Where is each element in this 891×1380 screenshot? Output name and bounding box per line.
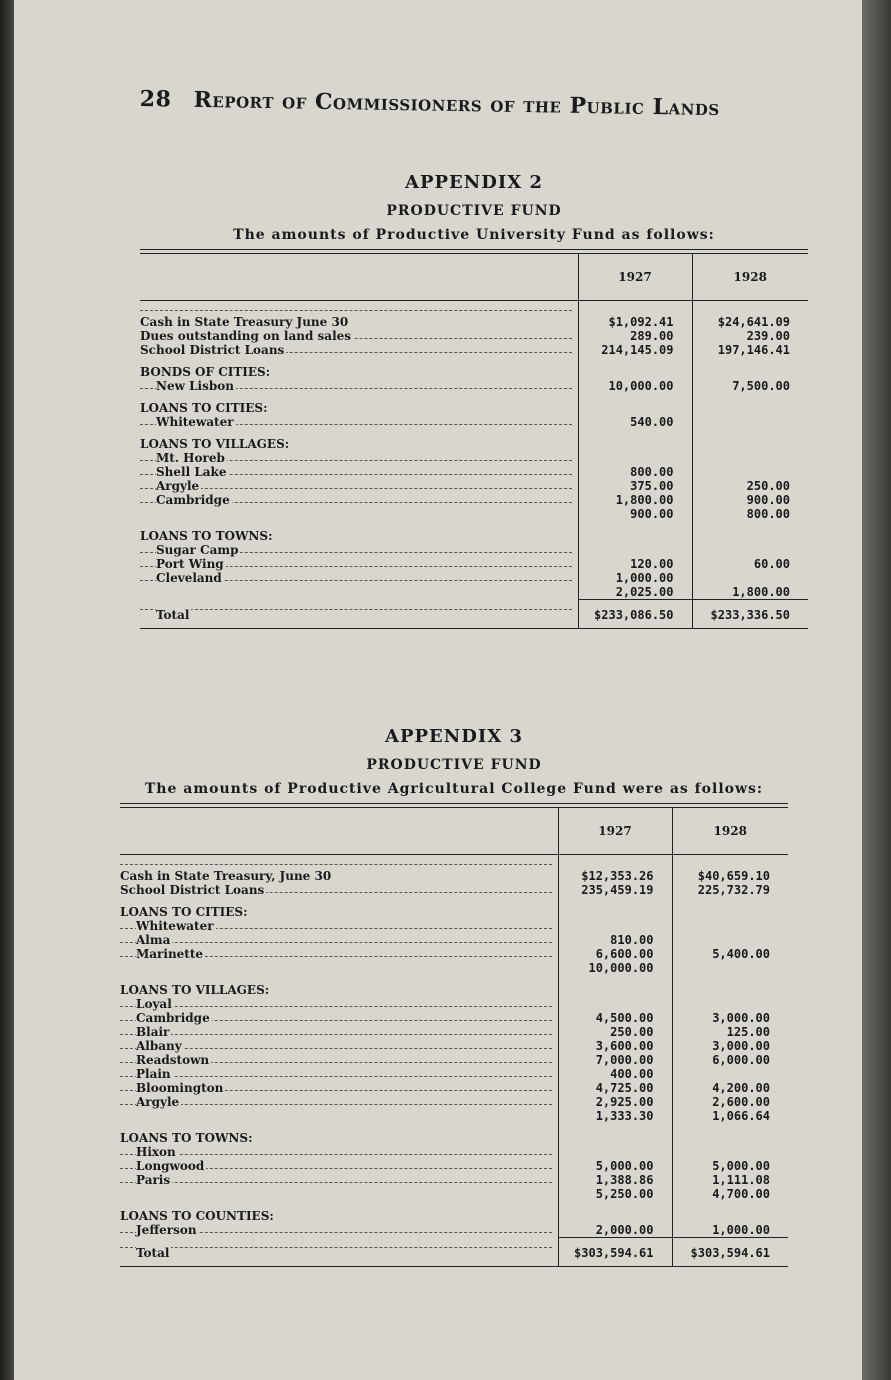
value-1927: 3,600.00 xyxy=(558,1039,672,1053)
table-row xyxy=(120,1109,788,1123)
value-1927 xyxy=(558,919,672,933)
table-body xyxy=(120,855,788,1238)
section-heading: LOANS TO TOWNS: xyxy=(120,1131,253,1145)
value-1927: 2,000.00 xyxy=(558,1223,672,1238)
row-label: Port Wing xyxy=(140,557,578,571)
label-header xyxy=(140,254,578,301)
value-1928: 250.00 xyxy=(692,479,808,493)
empty-cell xyxy=(672,897,788,919)
row-label: Plain xyxy=(120,1067,558,1081)
value-1927: 289.00 xyxy=(578,329,692,343)
row-label: Cambridge xyxy=(140,493,578,507)
appendix-title: APPENDIX 2 xyxy=(405,172,543,193)
empty-cell xyxy=(558,897,672,919)
value-1927 xyxy=(578,451,692,465)
label-header xyxy=(120,808,558,855)
value-1928 xyxy=(672,961,788,975)
value-1927: 800.00 xyxy=(578,465,692,479)
page-edge xyxy=(862,0,891,1380)
total-label: Total xyxy=(120,1238,558,1267)
value-1928: 197,146.41 xyxy=(692,343,808,357)
value-1928: 1,800.00 xyxy=(692,585,808,600)
row-label: Jefferson xyxy=(120,1223,558,1238)
total-1928: $233,336.50 xyxy=(692,600,808,629)
row-label: Shell Lake xyxy=(140,465,578,479)
row-label: Cash in State Treasury June 30 xyxy=(140,301,578,330)
empty-cell xyxy=(672,1201,788,1223)
value-1928 xyxy=(692,415,808,429)
section-heading: LOANS TO VILLAGES: xyxy=(120,983,270,997)
value-1928: 800.00 xyxy=(692,507,808,521)
empty-cell xyxy=(578,521,692,543)
row-label: School District Loans xyxy=(140,343,578,357)
total-row xyxy=(140,600,808,629)
appendix-2 xyxy=(140,172,808,629)
section-heading-row xyxy=(140,521,808,543)
row-label: Bloomington xyxy=(120,1081,558,1095)
value-1927: 1,333.30 xyxy=(558,1109,672,1123)
row-label: Alma xyxy=(120,933,558,947)
row-label xyxy=(120,1109,558,1123)
table-row xyxy=(140,415,808,429)
table-row xyxy=(120,1223,788,1238)
row-label xyxy=(120,1187,558,1201)
value-1927: 235,459.19 xyxy=(558,883,672,897)
empty-cell xyxy=(692,357,808,379)
value-1927 xyxy=(578,543,692,557)
value-1927: 6,600.00 xyxy=(558,947,672,961)
row-label: Readstown xyxy=(120,1053,558,1067)
row-label: Hixon xyxy=(120,1145,558,1159)
table-row xyxy=(120,1039,788,1053)
row-label: Blair xyxy=(120,1025,558,1039)
table-row xyxy=(140,301,808,330)
value-1927: 400.00 xyxy=(558,1067,672,1081)
bottom-rule xyxy=(140,628,808,629)
value-1928 xyxy=(672,933,788,947)
value-1927: 4,500.00 xyxy=(558,1011,672,1025)
value-1928 xyxy=(672,1145,788,1159)
value-1928 xyxy=(692,465,808,479)
value-1928: 5,000.00 xyxy=(672,1159,788,1173)
table-row xyxy=(140,585,808,600)
section-heading-row xyxy=(120,897,788,919)
empty-cell xyxy=(672,1123,788,1145)
section-heading: LOANS TO CITIES: xyxy=(140,401,268,415)
table-body xyxy=(140,301,808,600)
appendix-title: APPENDIX 3 xyxy=(385,726,523,747)
empty-cell xyxy=(578,393,692,415)
row-label: Whitewater xyxy=(120,919,558,933)
empty-cell xyxy=(692,393,808,415)
value-1927: 250.00 xyxy=(558,1025,672,1039)
table-row xyxy=(140,507,808,521)
value-1928: 1,111.08 xyxy=(672,1173,788,1187)
table-row xyxy=(120,1025,788,1039)
value-1927 xyxy=(558,1145,672,1159)
bottom-rule xyxy=(120,1266,788,1267)
table-row xyxy=(120,1145,788,1159)
section-heading: LOANS TO TOWNS: xyxy=(140,529,273,543)
value-1928 xyxy=(672,1067,788,1081)
section-heading: BONDS OF CITIES: xyxy=(140,365,271,379)
section-heading-row xyxy=(140,393,808,415)
table-row xyxy=(120,1011,788,1025)
table-row xyxy=(120,919,788,933)
table-row xyxy=(120,1053,788,1067)
value-1928: $40,659.10 xyxy=(672,855,788,884)
table-row xyxy=(140,451,808,465)
empty-cell xyxy=(558,1123,672,1145)
table-row xyxy=(140,343,808,357)
table-row xyxy=(140,557,808,571)
value-1928: 7,500.00 xyxy=(692,379,808,393)
appendix-intro: The amounts of Productive University Fund as follows: xyxy=(233,227,715,243)
value-1928: 1,000.00 xyxy=(672,1223,788,1238)
value-1928: 60.00 xyxy=(692,557,808,571)
value-1928: 1,066.64 xyxy=(672,1109,788,1123)
row-label: New Lisbon xyxy=(140,379,578,393)
value-1927 xyxy=(558,997,672,1011)
table-row xyxy=(120,883,788,897)
value-1927: 214,145.09 xyxy=(578,343,692,357)
row-label xyxy=(120,961,558,975)
section-heading: LOANS TO COUNTIES: xyxy=(120,1209,274,1223)
section-heading-row xyxy=(140,429,808,451)
row-label: Mt. Horeb xyxy=(140,451,578,465)
table-row xyxy=(140,465,808,479)
value-1928: 239.00 xyxy=(692,329,808,343)
empty-cell xyxy=(692,521,808,543)
value-1927: 7,000.00 xyxy=(558,1053,672,1067)
value-1928 xyxy=(672,919,788,933)
column-header-1927: 1927 xyxy=(558,808,672,855)
value-1927: 375.00 xyxy=(578,479,692,493)
total-1927: $303,594.61 xyxy=(558,1238,672,1267)
empty-cell xyxy=(558,975,672,997)
value-1927: 900.00 xyxy=(578,507,692,521)
row-label: Whitewater xyxy=(140,415,578,429)
row-label: Cleveland xyxy=(140,571,578,585)
row-label: Marinette xyxy=(120,947,558,961)
appendix-intro: The amounts of Productive Agricultural College Fund were as follows: xyxy=(144,781,764,797)
appendix-3 xyxy=(120,726,788,1267)
section-heading-row xyxy=(120,1123,788,1145)
value-1927: 2,925.00 xyxy=(558,1095,672,1109)
row-label: Paris xyxy=(120,1173,558,1187)
value-1928: 6,000.00 xyxy=(672,1053,788,1067)
total-label: Total xyxy=(140,600,578,629)
value-1927: 10,000.00 xyxy=(558,961,672,975)
value-1927: 1,000.00 xyxy=(578,571,692,585)
row-label xyxy=(140,585,578,600)
value-1927: $12,353.26 xyxy=(558,855,672,884)
value-1928: 5,400.00 xyxy=(672,947,788,961)
table-row xyxy=(120,961,788,975)
section-heading: LOANS TO VILLAGES: xyxy=(140,437,290,451)
value-1927: 120.00 xyxy=(578,557,692,571)
table-row xyxy=(120,1095,788,1109)
table-row xyxy=(140,479,808,493)
empty-cell xyxy=(672,975,788,997)
section-heading-row xyxy=(120,975,788,997)
value-1928: 4,700.00 xyxy=(672,1187,788,1201)
table-row xyxy=(120,1067,788,1081)
value-1928: 3,000.00 xyxy=(672,1011,788,1025)
book-spine xyxy=(0,0,14,1380)
table-row xyxy=(120,1081,788,1095)
appendix-subtitle: PRODUCTIVE FUND xyxy=(386,203,562,219)
value-1927: 10,000.00 xyxy=(578,379,692,393)
value-1928: 900.00 xyxy=(692,493,808,507)
value-1927: 5,250.00 xyxy=(558,1187,672,1201)
running-title: Report of Commissioners of the Public Lands xyxy=(193,86,720,122)
value-1928 xyxy=(692,543,808,557)
table-row xyxy=(140,543,808,557)
column-header-1928: 1928 xyxy=(692,254,808,301)
table-row xyxy=(120,1187,788,1201)
empty-cell xyxy=(578,357,692,379)
value-1928: 3,000.00 xyxy=(672,1039,788,1053)
value-1927: $1,092.41 xyxy=(578,301,692,330)
empty-cell xyxy=(692,429,808,451)
fund-table xyxy=(120,808,788,1266)
value-1927: 2,025.00 xyxy=(578,585,692,600)
value-1928 xyxy=(692,571,808,585)
table-row xyxy=(120,933,788,947)
row-label: Cambridge xyxy=(120,1011,558,1025)
empty-cell xyxy=(578,429,692,451)
table-row xyxy=(120,997,788,1011)
value-1927: 1,388.86 xyxy=(558,1173,672,1187)
column-header-1927: 1927 xyxy=(578,254,692,301)
value-1927: 1,800.00 xyxy=(578,493,692,507)
row-label: Cash in State Treasury, June 30 xyxy=(120,855,558,884)
row-label: Argyle xyxy=(120,1095,558,1109)
table-row xyxy=(120,1173,788,1187)
row-label: Albany xyxy=(120,1039,558,1053)
value-1928 xyxy=(672,997,788,1011)
table-row xyxy=(140,379,808,393)
empty-cell xyxy=(558,1201,672,1223)
row-label: Argyle xyxy=(140,479,578,493)
row-label: Sugar Camp xyxy=(140,543,578,557)
section-heading: LOANS TO CITIES: xyxy=(120,905,248,919)
value-1928: 225,732.79 xyxy=(672,883,788,897)
table-row xyxy=(120,947,788,961)
row-label: Dues outstanding on land sales xyxy=(140,329,578,343)
total-row xyxy=(120,1238,788,1267)
table-row xyxy=(140,571,808,585)
section-heading-row xyxy=(140,357,808,379)
table-row xyxy=(140,493,808,507)
value-1928: 2,600.00 xyxy=(672,1095,788,1109)
value-1927: 4,725.00 xyxy=(558,1081,672,1095)
page-number: 28 xyxy=(139,86,172,113)
row-label: Loyal xyxy=(120,997,558,1011)
table-row xyxy=(120,855,788,884)
value-1928 xyxy=(692,451,808,465)
row-label: School District Loans xyxy=(120,883,558,897)
section-heading-row xyxy=(120,1201,788,1223)
row-label xyxy=(140,507,578,521)
appendix-subtitle: PRODUCTIVE FUND xyxy=(366,757,542,773)
value-1927: 810.00 xyxy=(558,933,672,947)
row-label: Longwood xyxy=(120,1159,558,1173)
value-1928: 125.00 xyxy=(672,1025,788,1039)
table-row xyxy=(140,329,808,343)
total-1927: $233,086.50 xyxy=(578,600,692,629)
value-1928: 4,200.00 xyxy=(672,1081,788,1095)
value-1927: 540.00 xyxy=(578,415,692,429)
column-header-1928: 1928 xyxy=(672,808,788,855)
fund-table xyxy=(140,254,808,628)
value-1927: 5,000.00 xyxy=(558,1159,672,1173)
table-row xyxy=(120,1159,788,1173)
total-1928: $303,594.61 xyxy=(672,1238,788,1267)
value-1928: $24,641.09 xyxy=(692,301,808,330)
